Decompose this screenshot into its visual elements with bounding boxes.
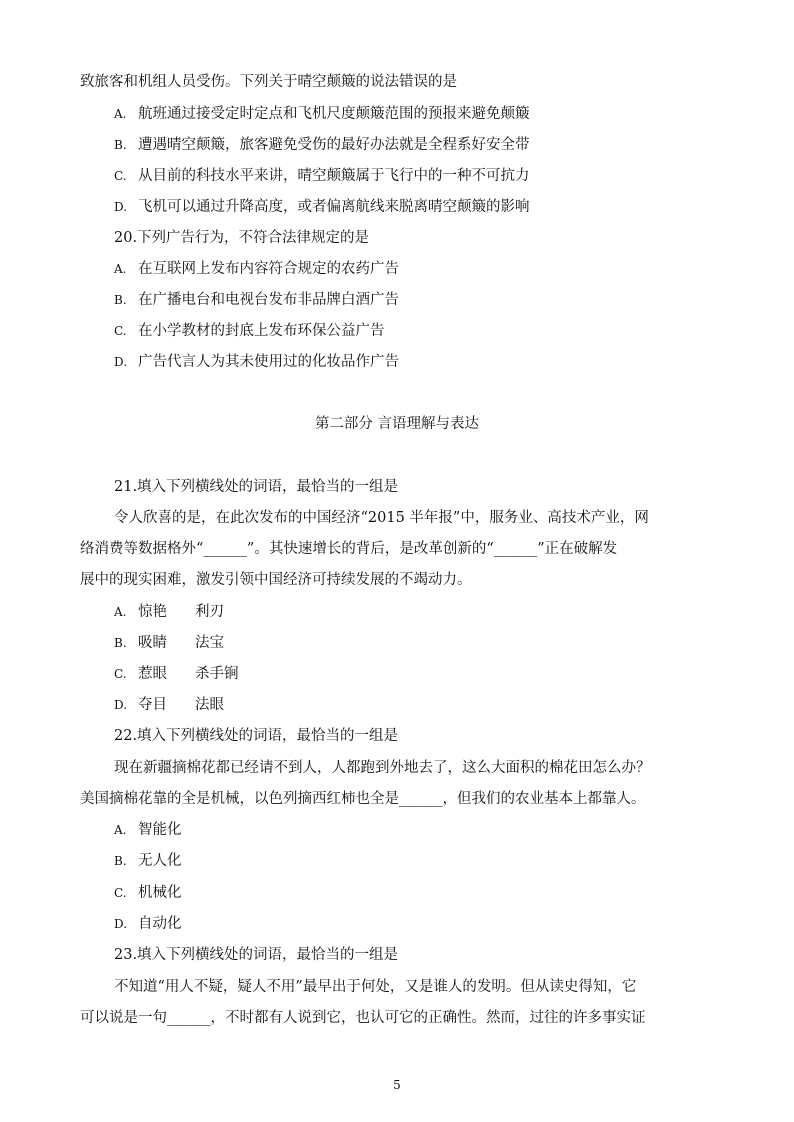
q23-passage-line-2: 可以说是一句______，不时都有人说到它，也认可它的正确性。然而，过往的许多事实证 xyxy=(80,1010,646,1026)
option-text: 自动化 xyxy=(138,916,182,932)
option-text: 智能化 xyxy=(138,822,182,838)
q21-option-b xyxy=(114,633,224,653)
option-letter: C. xyxy=(114,169,127,183)
q20-option-a xyxy=(114,259,399,279)
option-letter: D. xyxy=(114,200,128,214)
option-text: 无人化 xyxy=(138,853,182,869)
option-letter: D. xyxy=(114,917,128,931)
option-word-2: 利刃 xyxy=(195,604,224,620)
option-word-1: 吸睛 xyxy=(138,635,167,651)
option-letter: C. xyxy=(114,324,127,338)
option-text: 广告代言人为其未使用过的化妆品作广告 xyxy=(138,354,399,370)
option-word-1: 惊艳 xyxy=(138,604,167,620)
option-text: 从目前的科技水平来讲，晴空颠簸属于飞行中的一种不可抗力 xyxy=(138,168,530,184)
option-letter: B. xyxy=(114,636,127,650)
option-letter: A. xyxy=(114,107,127,121)
q20-option-b xyxy=(114,290,399,310)
q22-passage-line-2: 美国摘棉花靠的全是机械，以色列摘西红柿也全是______，但我们的农业基本上都靠人。 xyxy=(80,791,646,807)
q21-option-c xyxy=(114,664,239,684)
q21-option-d xyxy=(114,695,224,715)
option-text: 在小学教材的封底上发布环保公益广告 xyxy=(138,323,385,339)
q22-option-d xyxy=(114,914,182,934)
page-number: 5 xyxy=(393,1078,401,1092)
question-23-stem: 23.填入下列横线处的词语，最恰当的一组是 xyxy=(114,947,399,963)
q19-option-d xyxy=(114,197,530,217)
option-text: 在互联网上发布内容符合规定的农药广告 xyxy=(138,261,399,277)
option-text: 在广播电台和电视台发布非品牌白酒广告 xyxy=(138,292,399,308)
q19-option-a xyxy=(114,104,530,124)
option-letter: B. xyxy=(114,854,127,868)
option-letter: A. xyxy=(114,262,127,276)
q20-option-d xyxy=(114,352,399,372)
option-letter: D. xyxy=(114,698,128,712)
option-letter: B. xyxy=(114,138,127,152)
question-19-stem-end: 致旅客和机组人员受伤。下列关于晴空颠簸的说法错误的是 xyxy=(80,74,457,90)
q21-option-a xyxy=(114,602,224,622)
option-text: 机械化 xyxy=(138,885,182,901)
option-word-2: 法宝 xyxy=(195,635,224,651)
option-word-2: 法眼 xyxy=(195,697,224,713)
section-title: 第二部分 言语理解与表达 xyxy=(314,416,480,432)
q22-option-c xyxy=(114,883,182,903)
q22-option-a xyxy=(114,820,182,840)
option-text: 飞机可以通过升降高度，或者偏离航线来脱离晴空颠簸的影响 xyxy=(138,199,530,215)
option-letter: D. xyxy=(114,355,128,369)
option-word-1: 夺目 xyxy=(138,697,167,713)
q20-option-c xyxy=(114,321,385,341)
option-letter: A. xyxy=(114,605,127,619)
question-20-stem: 20.下列广告行为，不符合法律规定的是 xyxy=(114,230,370,246)
q21-passage-line-3: 展中的现实困难，激发引领中国经济可持续发展的不竭动力。 xyxy=(80,572,472,588)
q22-passage-line-1: 现在新疆摘棉花都已经请不到人，人都跑到外地去了，这么大面积的棉花田怎么办？ xyxy=(114,760,651,776)
q23-passage-line-1: 不知道“用人不疑，疑人不用”最早出于何处，又是谁人的发明。但从读史得知，它 xyxy=(114,979,637,995)
q21-passage-line-2: 络消费等数据格外“______”。其快速增长的背后，是改革创新的“______”正在破解发 xyxy=(80,541,618,557)
q22-option-b xyxy=(114,851,182,871)
option-text: 航班通过接受定时定点和飞机尺度颠簸范围的预报来避免颠簸 xyxy=(138,106,530,122)
q19-option-c xyxy=(114,166,530,186)
option-letter: C. xyxy=(114,886,127,900)
option-letter: B. xyxy=(114,293,127,307)
option-word-2: 杀手锏 xyxy=(195,666,239,682)
question-21-stem: 21.填入下列横线处的词语，最恰当的一组是 xyxy=(114,479,399,495)
option-text: 遭遇晴空颠簸，旅客避免受伤的最好办法就是全程系好安全带 xyxy=(138,137,530,153)
q19-option-b xyxy=(114,135,530,155)
option-letter: C. xyxy=(114,667,127,681)
option-word-1: 惹眼 xyxy=(138,666,167,682)
option-letter: A. xyxy=(114,823,127,837)
question-22-stem: 22.填入下列横线处的词语，最恰当的一组是 xyxy=(114,728,399,744)
q21-passage-line-1: 令人欣喜的是，在此次发布的中国经济“2015 半年报”中，服务业、高技术产业，网 xyxy=(114,510,649,526)
